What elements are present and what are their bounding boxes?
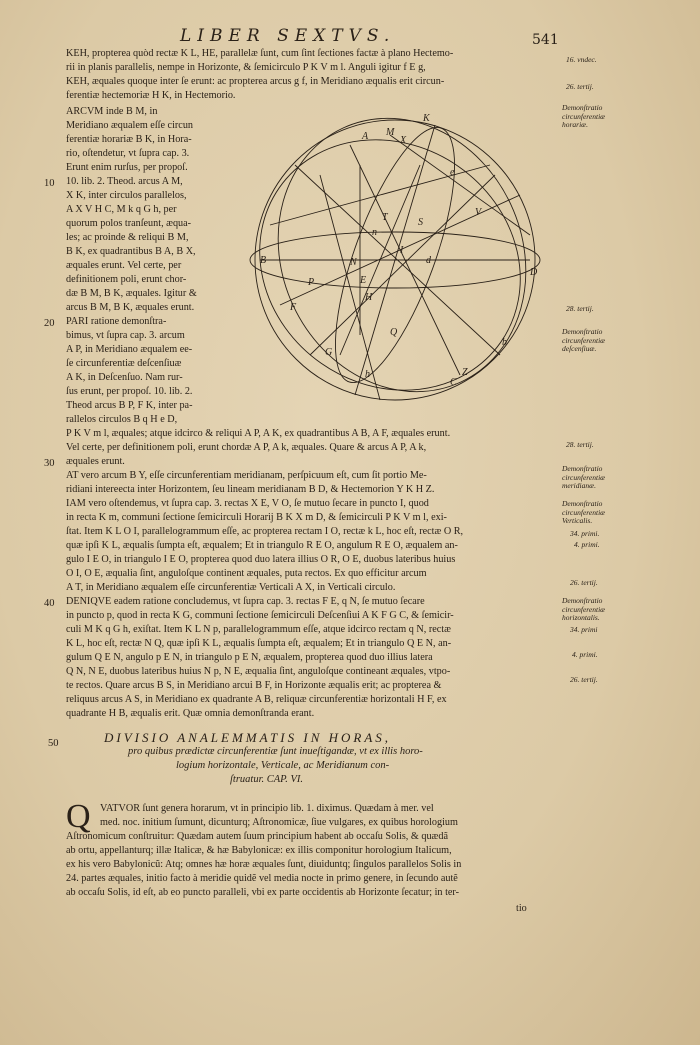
text-line: bimus, vt ſupra cap. 3. arcum <box>66 330 185 341</box>
margin-note: 4. primi. <box>574 540 600 549</box>
chord-line <box>390 135 530 235</box>
text-line: ferentiæ hectemoriæ H K, in Hectemorio. <box>66 90 236 101</box>
text-line: Erunt enim rurſus, per propoſ. <box>66 162 188 173</box>
text-line: Vel certe, per definitionem poli, erunt chordæ A P, A k, æquales. Quare & arcus A P, A k, <box>66 442 427 453</box>
figure-label: D <box>530 267 538 278</box>
text-line: ab occaſu Solis, id eſt, ab eo puncto paralleli, vbi ex parte occidentis ab Horizonte ſecatur; in ter- <box>66 887 460 898</box>
text-line: K L, hoc eſt, rectæ N Q, quæ ipſi K L, æqualis ſumpta eſt, æqualem; Et in triangulo Q E N, an- <box>66 638 452 649</box>
margin-note: 4. primi. <box>572 650 598 659</box>
figure-label: X <box>400 135 407 146</box>
text-line: ſtat. Item K L O I, parallelogrammum eſſe, ac propterea rectam I O, rectæ k L, hoc eſt, rectæ O R, <box>66 526 464 537</box>
running-title: LIBER SEXTVS. <box>180 26 396 46</box>
figure-label: C <box>450 377 457 388</box>
margin-note: Demonſtratio circunferentiæ meridianæ. <box>562 464 606 490</box>
figure-label: I <box>400 245 404 256</box>
margin-note: 34. primi. <box>570 529 600 538</box>
text-line: A K, in Deſcenſuo. Nam rur- <box>66 372 183 383</box>
chord-line <box>310 175 495 355</box>
text-line: gulo I E O, in triangulo I E O, propterea quod duo latera illius O R, O E, duobus lateribus huius <box>66 554 456 565</box>
text-line: IAM vero oſtendemus, vt ſupra cap. 3. rectas X E, V O, ſe mutuo ſecare in puncto I, quod <box>66 498 429 509</box>
text-line: VATVOR ſunt genera horarum, vt in principio lib. 1. diximus. Quædam à mer. vel <box>100 803 434 814</box>
text-line: Aſtronomicum conſtruitur: Quædam autem ſuum principium habent ab occaſu Solis, & quædã <box>66 831 448 842</box>
text-line: P K V m l, æquales; atque idcirco & reliqui A P, A K, ex quadrantibus A B, A F, æquales erunt. <box>66 428 451 439</box>
margin-note: 26. tertij. <box>570 578 598 587</box>
text-line: X K, inter circulos parallelos, <box>66 190 187 201</box>
margin-note: Demonſtratio circunferentiæ deſcenſiuæ. <box>562 327 606 353</box>
figure-label: T <box>382 212 388 223</box>
text-line: ex his vero Babylonicũ: Atq; omnes hæ horæ æquales ſunt, diuiduntq; ſingulos parallelos Solis in <box>66 859 462 870</box>
line-number: 50 <box>48 738 59 749</box>
text-line: quæ ipſi K L, æqualis ſumpta eſt, æqualem; Et in triangulo R E O, angulum R E O, æqualem an- <box>66 540 458 551</box>
figure-label: P <box>308 277 315 288</box>
text-line: A P, in Meridiano æqualem ee- <box>66 344 193 355</box>
figure-label: e <box>450 167 455 178</box>
text-line: in puncto p, quod in recta K G, communi ſectione ſemicirculi Deſcenſiui A K F G C, & ſemicir- <box>66 610 454 621</box>
text-line: Meridiano æqualem eſſe circun <box>66 120 194 131</box>
figure-label: d <box>426 255 431 266</box>
chapter-subtitle: pro quibus prædictæ circunferentiæ ſunt inueſtigandæ, vt ex illis horo- <box>128 746 423 757</box>
margin-note: 34. primi <box>570 625 598 634</box>
line-number: 20 <box>44 318 55 329</box>
chapter-subtitle: logium horizontale, Verticale, ac Meridianum con- <box>176 760 390 771</box>
figure-label: E <box>360 275 367 286</box>
analemma-figure <box>240 105 550 415</box>
figure-label: S <box>418 217 423 228</box>
text-line: ſus erunt, per propoſ. 10. lib. 2. <box>66 386 193 397</box>
drop-cap: Q <box>66 798 91 835</box>
text-line: A X V H C, M k q G h, per <box>66 204 177 215</box>
figure-label: H <box>365 292 373 303</box>
margin-note: 16. vndec. <box>566 55 597 64</box>
text-line: KEH, æquales quoque inter ſe erunt: ac propterea arcus g f, in Meridiano æqualis erit circun- <box>66 76 445 87</box>
text-line: A T, in Meridiano æqualem eſſe circunferentiæ Verticali A X, in Verticali circulo. <box>66 582 396 593</box>
text-line: PARI ratione demonſtra- <box>66 316 167 327</box>
margin-note: Demonſtratio circunferentiæ horariæ. <box>562 103 606 129</box>
figure-label: n <box>372 227 377 238</box>
margin-note: 26. tertij. <box>570 675 598 684</box>
figure-label: G <box>325 347 333 358</box>
text-line: æquales erunt. <box>66 456 125 467</box>
catchword: tio <box>516 903 527 914</box>
text-line: in recta K m, communi ſectione ſemicirculi Horarij B K X m D, & ſemicirculi P K V m l, exi- <box>66 512 447 523</box>
margin-note: Demonſtratio circunferentiæ horizontalis. <box>562 596 606 622</box>
margin-note: 28. tertij. <box>566 304 594 313</box>
figure-label: F <box>290 302 297 313</box>
text-line: B K, ex quadrantibus B A, B X, <box>66 246 196 257</box>
text-line: KEH, propterea quòd rectæ K L, HE, parallelæ ſunt, cum ſint ſectiones factæ à plano Hectemo- <box>66 48 454 59</box>
text-line: definitionem poli, erunt chor- <box>66 274 187 285</box>
figure-label: b <box>502 337 507 348</box>
text-line: quadrante H B, æqualis erit. Quæ omnia demonſtranda erant. <box>66 708 315 719</box>
figure-label: M <box>386 127 395 138</box>
text-line: ARCVM inde B M, in <box>66 106 158 117</box>
text-line: les; ac proinde & reliqui B M, <box>66 232 189 243</box>
chapter-title: DIVISIO ANALEMMATIS IN HORAS, <box>104 730 392 745</box>
figure-label: Z <box>462 367 468 378</box>
text-line: ridiani intereecta inter Horizontem, ſeu lineam meridianam B D, & Hectemorion Y K H Z. <box>66 484 435 495</box>
text-line: arcus B M, B K, æquales erunt. <box>66 302 195 313</box>
text-line: rallelos circulos B q H e D, <box>66 414 178 425</box>
page-number: 541 <box>532 32 559 48</box>
figure-label: K <box>423 113 430 124</box>
text-line: 10. lib. 2. Theod. arcus A M, <box>66 176 183 187</box>
text-line: quorum polos tranſeunt, æqua- <box>66 218 192 229</box>
text-line: O I, O E, æqualia ſint, anguloſque continent æquales, puta rectos. Ex quo efficitur arcum <box>66 568 427 579</box>
margin-note: Demonſtratio circunferentiæ Verticalis. <box>562 499 606 525</box>
line-number: 30 <box>44 458 55 469</box>
margin-note: 28. tertij. <box>566 440 594 449</box>
figure-label: B <box>260 255 267 266</box>
text-line: reliquus arcus A S, in Meridiano ex quadrante A B, reliquæ circunferentiæ horizontali H F, ex <box>66 694 447 705</box>
text-line: te rectos. Quare arcus B S, in Meridiano arcui B F, in Horizonte æqualis erit; ac propterea & <box>66 680 442 691</box>
text-line: rii in planis parallelis, nempe in Horizonte, & ſemicirculo P K V m l. Anguli igitur f E g, <box>66 62 426 73</box>
text-line: dæ B M, B K, æquales. Igitur & <box>66 288 197 299</box>
text-line: DENIQVE eadem ratione concludemus, vt ſupra cap. 3. rectas F E, q N, ſe mutuo ſecare <box>66 596 425 607</box>
text-line: rio, oſtendetur, vt ſupra cap. 3. <box>66 148 190 159</box>
line-number: 10 <box>44 178 55 189</box>
text-line: Q N, N E, duobus lateribus huius N p, N E, æqualia ſint, anguloſque contineant æquales, vtpo- <box>66 666 451 677</box>
line-number: 40 <box>44 598 55 609</box>
text-line: Theod arcus B P, F K, inter pa- <box>66 400 193 411</box>
figure-label: Q <box>390 327 398 338</box>
figure-label: h <box>365 369 370 380</box>
chord-line <box>270 165 490 225</box>
text-line: ferentiæ horariæ B K, in Hora- <box>66 134 192 145</box>
text-line: ab ortu, appellanturq; illæ Italicæ, & hæ Babylonicæ: ex illis componitur horologium Italicum, <box>66 845 452 856</box>
chapter-subtitle: ſtruatur. CAP. VI. <box>230 774 304 785</box>
margin-note: 26. tertij. <box>566 82 594 91</box>
text-line: æquales erunt. Vel certe, per <box>66 260 182 271</box>
text-line: gulum Q E N, angulo p E N, in triangulo p E N, æqualem, propterea quod duo illius latera <box>66 652 433 663</box>
figure-label: A <box>362 131 369 142</box>
figure-label: N <box>350 257 357 268</box>
text-line: ſe circunferentiæ deſcenſiuæ <box>66 358 182 369</box>
text-line: med. noc. initium ſumunt, dicunturq; Aſtronomicæ, ſiue vulgares, ex quibus horologium <box>100 817 458 828</box>
vertical-circle <box>311 114 479 395</box>
text-line: culi M K q G h, exiſtat. Item K L N p, parallelogrammum eſſe, atque idcirco rectam q N, rectæ <box>66 624 451 635</box>
figure-label: V <box>475 207 482 218</box>
text-line: AT vero arcum B Y, eſſe circunferentiam meridianam, perſpicuum eſt, cum ſit portio Me- <box>66 470 427 481</box>
text-line: 24. partes æquales, initio facto à meridie quidẽ vel media nocte in primo genere, in ſecundo autẽ <box>66 873 458 884</box>
